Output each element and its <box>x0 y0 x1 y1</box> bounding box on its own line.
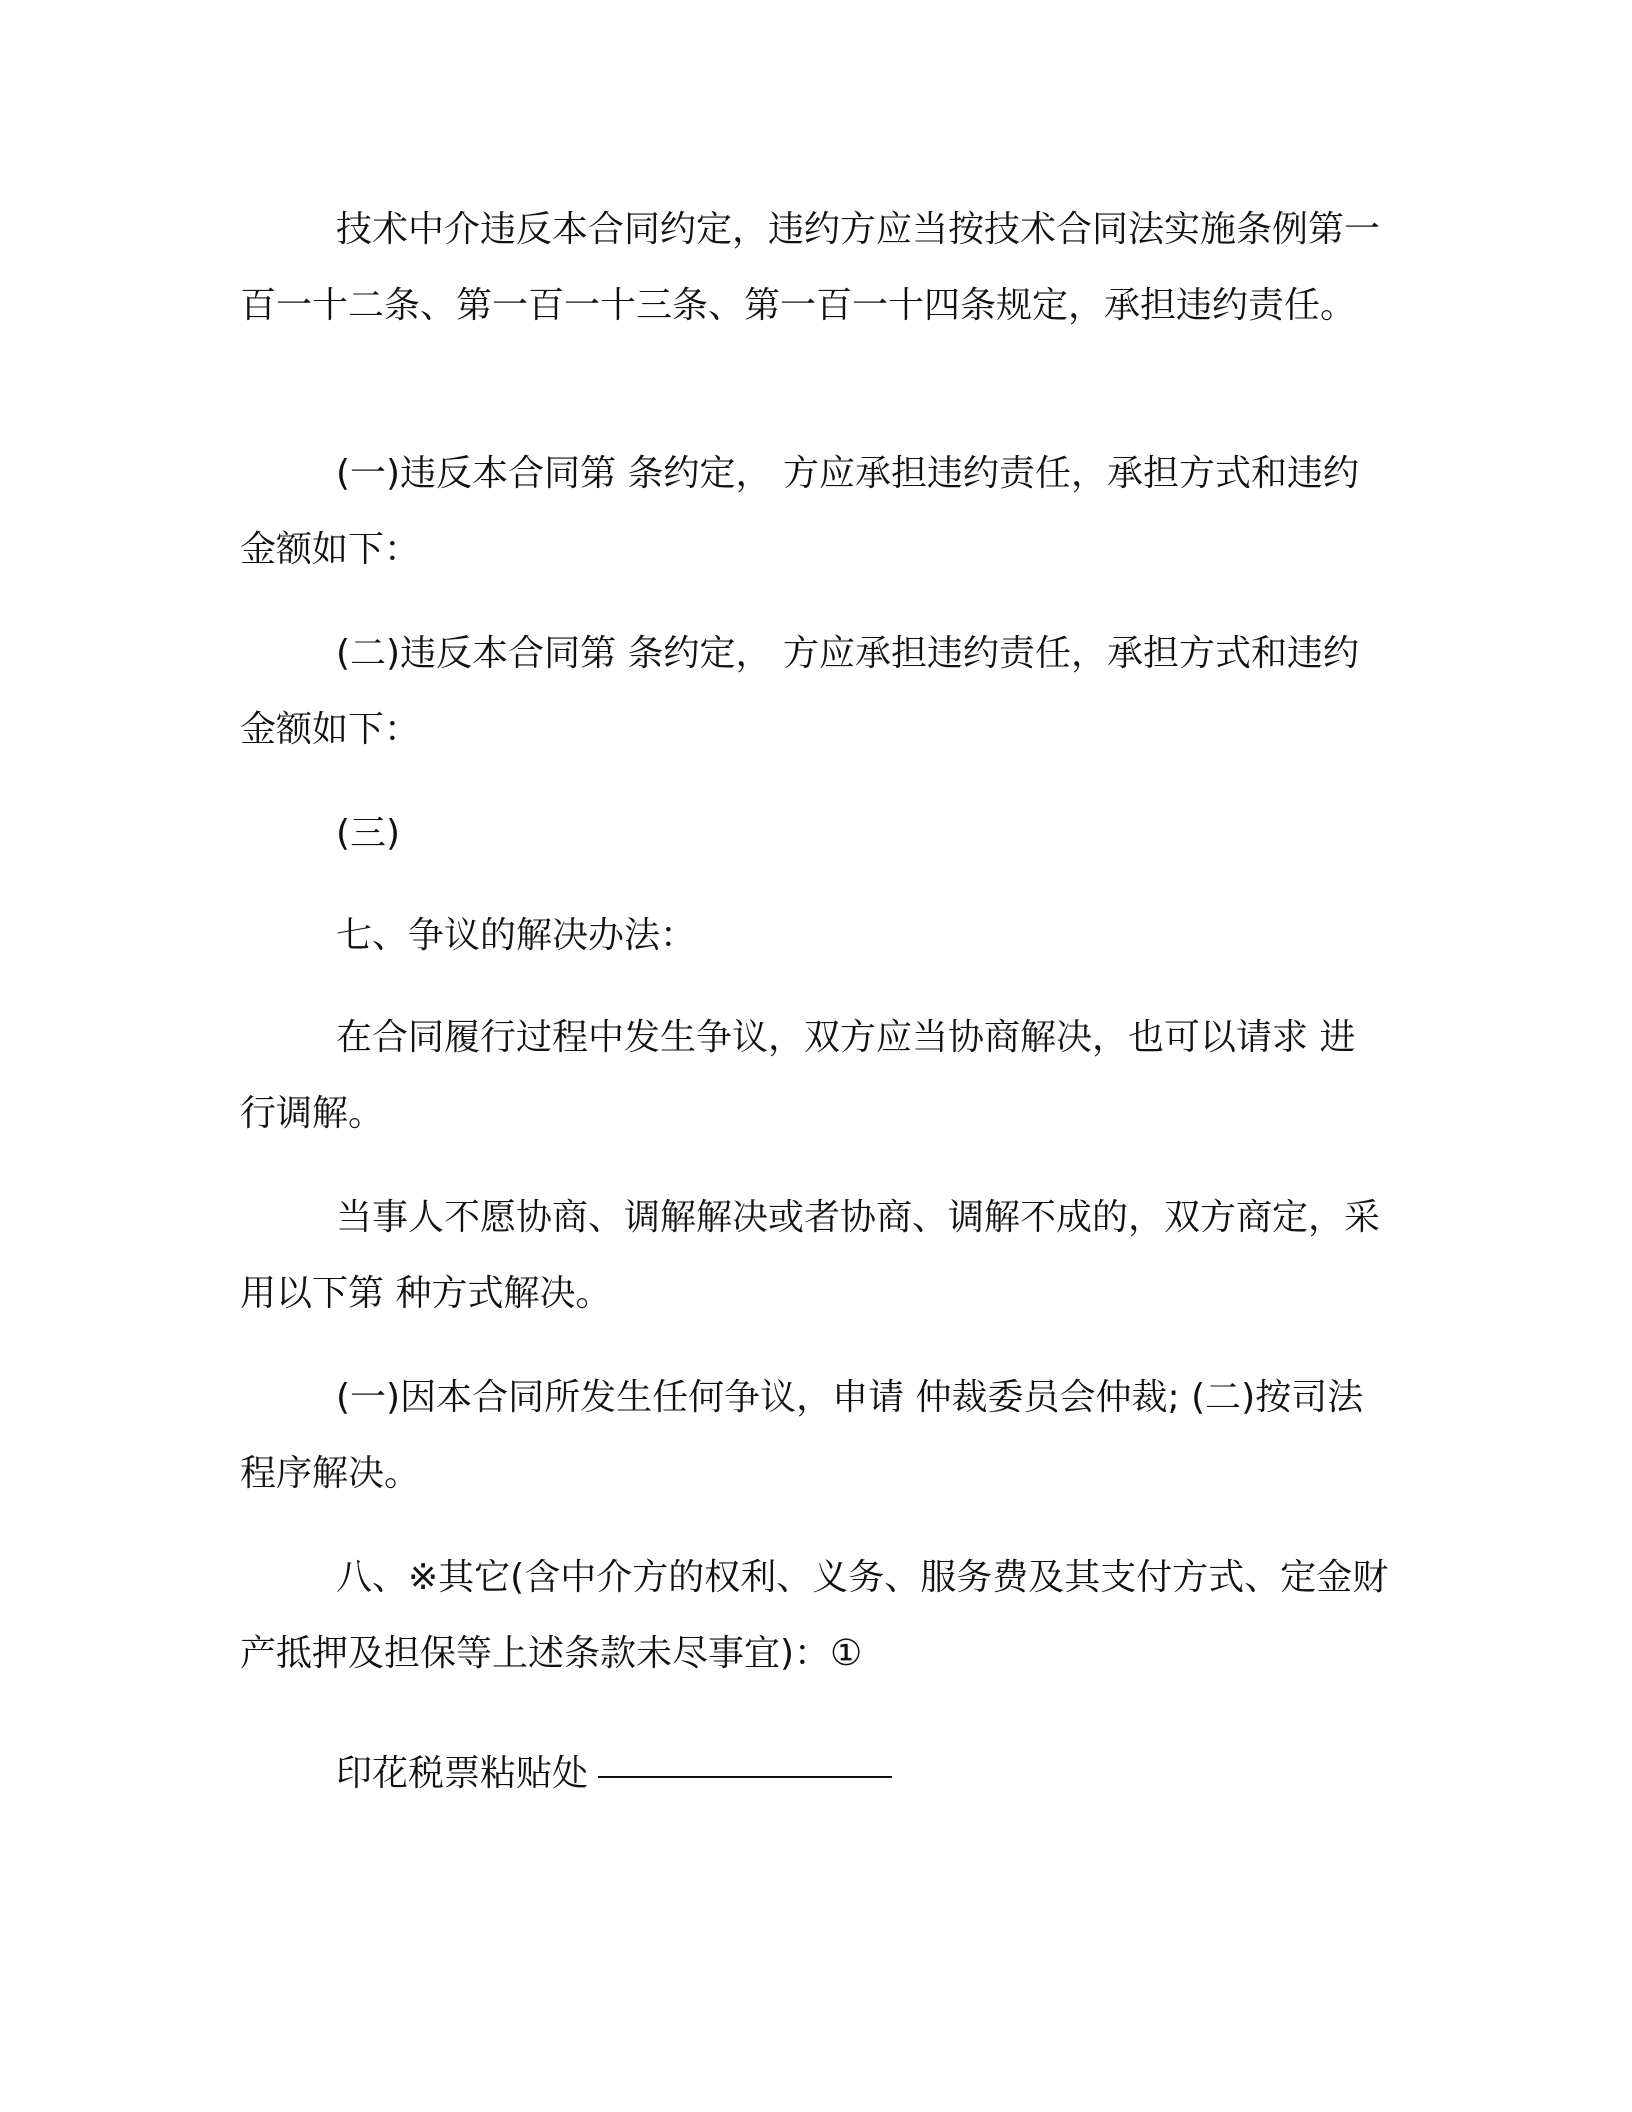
paragraph-breach-item-3: (三) <box>336 813 401 854</box>
paragraph-breach-item-2: (二)违反本合同第 条约定， 方应承担违约责任，承担方式和违约金额如下： <box>240 633 1359 750</box>
paragraph-breach-item-1: (一)违反本合同第 条约定， 方应承担违约责任，承担方式和违约金额如下： <box>240 453 1359 570</box>
section-heading-other: 八、※其它(含中介方的权利、义务、服务费及其支付方式、定金财产抵押及担保等上述条款未尽事宜)：① <box>240 1557 1389 1674</box>
stamp-underline <box>598 1776 892 1778</box>
section-heading-dispute: 七、争议的解决办法： <box>336 915 697 956</box>
paragraph-dispute-options: 当事人不愿协商、调解解决或者协商、调解不成的，双方商定，采用以下第 种方式解决。 <box>240 1197 1381 1314</box>
paragraph-dispute-negotiation: 在合同履行过程中发生争议，双方应当协商解决，也可以请求 进行调解。 <box>240 1017 1356 1134</box>
paragraph-breach-liability: 技术中介违反本合同约定，违约方应当按技术合同法实施条例第一百一十二条、第一百一十三条、第一百一十四条规定，承担违约责任。 <box>240 209 1381 326</box>
stamp-label: 印花税票粘贴处 <box>336 1753 589 1794</box>
stamp-area <box>336 1736 892 1812</box>
paragraph-dispute-methods: (一)因本合同所发生任何争议，申请 仲裁委员会仲裁; (二)按司法程序解决。 <box>240 1377 1364 1494</box>
